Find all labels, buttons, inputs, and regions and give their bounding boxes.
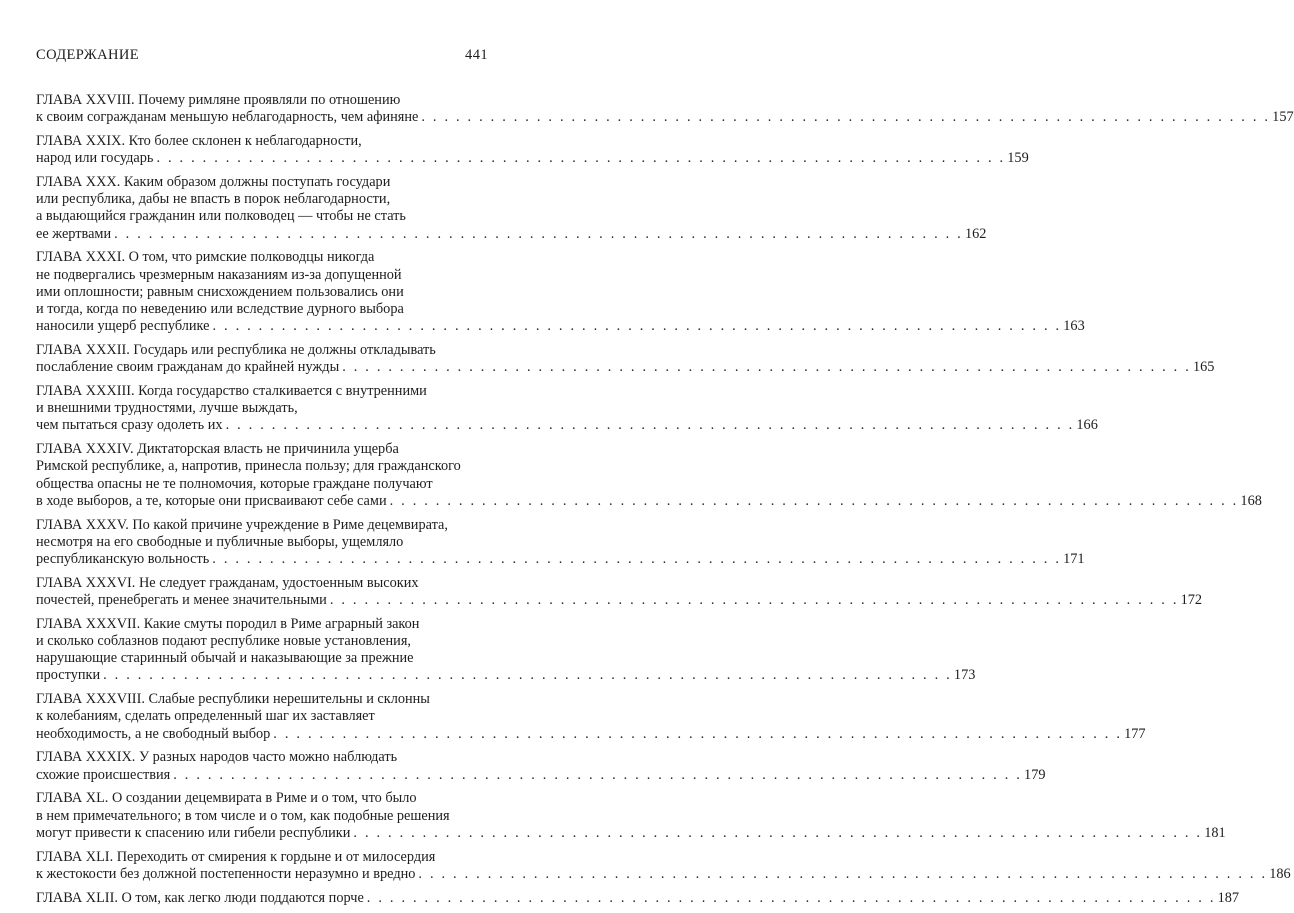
toc-entry-line: в нем примечательного; в том числе и о том, как подобные решения <box>36 807 450 824</box>
toc-entry-line: к колебаниям, сделать определенный шаг их заставляет <box>36 708 375 725</box>
toc-entry-line: не подвергались чрезмерным наказаниям из-за допущенной <box>36 266 402 283</box>
dot-leader: . . . . . . . . . . . . . . . . . . . . . . . . . . . . . . . . . . . . . . . . . . . . . . . . . . . . . . . . . . . . . . . . . . . . . . . . . . <box>273 725 1123 742</box>
toc-entry <box>36 790 1226 842</box>
toc-entry-line: Римской республике, а, напротив, принесла пользу; для гражданского <box>36 458 461 475</box>
toc-entry-line: послабление своим гражданам до крайней нужды <box>36 359 340 376</box>
toc-entry-page-number: 173 <box>953 667 976 684</box>
toc-entry-line: нарушающие старинный обычай и наказывающие за прежние <box>36 650 414 667</box>
dot-leader: . . . . . . . . . . . . . . . . . . . . . . . . . . . . . . . . . . . . . . . . . . . . . . . . . . . . . . . . . . . . . . . . . . . . . . . . . . <box>103 667 952 684</box>
toc-entry-line: в ходе выборов, а те, которые они присваивают себе сами <box>36 492 387 509</box>
toc-entry-page-number: 177 <box>1124 725 1146 742</box>
toc-entry <box>36 691 1146 743</box>
dot-leader: . . . . . . . . . . . . . . . . . . . . . . . . . . . . . . . . . . . . . . . . . . . . . . . . . . . . . . . . . . . . . . . . . . . . . . . . . . <box>342 359 1191 376</box>
toc-entry <box>36 516 1085 569</box>
toc-entry-line: ГЛАВА XXX. Каким образом должны поступать государи <box>36 174 391 190</box>
toc-entry-page-number: 165 <box>1193 359 1215 376</box>
toc-entry-page-number: 181 <box>1204 824 1226 841</box>
toc-entry-line: к своим согражданам меньшую неблагодарность, чем афиняне <box>36 109 419 126</box>
toc-entry-last-line <box>36 551 1085 568</box>
toc-entry-line: ГЛАВА XXXIX. У разных народов часто можно наблюдать <box>36 749 398 766</box>
toc-entry-line: ГЛАВА XXXII. Государь или республика не должны откладывать <box>36 342 436 359</box>
toc-entry-last-line <box>36 889 1240 907</box>
toc-entry-line: необходимость, а не свободный выбор <box>36 725 271 742</box>
toc-entry-line: народ или государь <box>36 150 154 167</box>
dot-leader: . . . . . . . . . . . . . . . . . . . . . . . . . . . . . . . . . . . . . . . . . . . . . . . . . . . . . . . . . . . . . . . . . . . . . . . . . . <box>353 824 1203 841</box>
toc-entry-last-line <box>36 225 987 243</box>
toc-entry-last-line <box>36 109 1294 126</box>
toc-entry <box>36 133 1029 167</box>
toc-entry-line: могут привести к спасению или гибели республики <box>36 824 351 841</box>
dot-leader: . . . . . . . . . . . . . . . . . . . . . . . . . . . . . . . . . . . . . . . . . . . . . . . . . . . . . . . . . . . . . . . . . . . . . . . . . . <box>418 865 1268 882</box>
toc-entry-line: а выдающийся гражданин или полководец — чтобы не стать <box>36 208 406 225</box>
toc-entry-line: ГЛАВА XXXIV. Диктаторская власть не причинила ущерба <box>36 441 399 458</box>
toc-entry-line: почестей, пренебрегать и менее значительными <box>36 592 327 609</box>
toc-entry-line: наносили ущерб республике <box>36 318 210 335</box>
toc-entry-last-line <box>36 150 1029 167</box>
toc-entry-line: общества опасны не те полномочия, которые граждане получают <box>36 475 433 492</box>
toc-entry-line: чем пытаться сразу одолеть их <box>36 417 223 434</box>
toc-entry-last-line <box>36 824 1226 842</box>
toc-entry <box>36 383 1098 435</box>
toc-entry-line: к жестокости без должной постепенности неразумно и вредно <box>36 865 416 882</box>
toc-entry-line: ГЛАВА XXXV. По какой причине учреждение в Риме децемвирата, <box>36 516 448 533</box>
toc-entry-line: или республика, дабы не впасть в порок неблагодарности, <box>36 191 391 208</box>
toc-entry <box>36 615 976 685</box>
toc-entry-line: и сколько соблазнов подают республике новые установления, <box>36 633 411 650</box>
toc-entry <box>36 441 1262 510</box>
toc-entry-line: ГЛАВА XXXIII. Когда государство сталкивается с внутренними <box>36 383 427 400</box>
toc-entry-line: ее жертвами <box>36 225 112 242</box>
dot-leader: . . . . . . . . . . . . . . . . . . . . . . . . . . . . . . . . . . . . . . . . . . . . . . . . . . . . . . . . . . . . . . . . . . . . . . . . . . <box>421 109 1271 126</box>
toc-entry-last-line <box>36 417 1098 434</box>
toc-entry-last-line <box>36 725 1146 743</box>
toc-entry <box>36 889 1240 907</box>
toc-entry-page-number: 162 <box>964 225 987 242</box>
toc-entry-line: ГЛАВА XXXVIII. Слабые республики нерешительны и склонны <box>36 691 430 708</box>
toc-entry-line: и тогда, когда по неведению или вследствие дурного выбора <box>36 301 404 318</box>
toc-entry-page-number: 186 <box>1269 865 1291 882</box>
toc-entry-last-line <box>36 318 1085 335</box>
toc-entry-line: ими оплошности; равным снисхождением пользовались они <box>36 283 404 300</box>
toc-entry <box>36 342 1215 376</box>
toc-entry <box>36 174 987 243</box>
toc-entry-last-line <box>36 592 1203 609</box>
toc-entry-line: ГЛАВА XXIX. Кто более склонен к неблагодарности, <box>36 133 362 149</box>
toc-entry-page-number: 168 <box>1240 492 1262 509</box>
running-head-title: СОДЕРЖАНИЕ <box>36 47 139 63</box>
toc-entry <box>36 749 1046 783</box>
dot-leader: . . . . . . . . . . . . . . . . . . . . . . . . . . . . . . . . . . . . . . . . . . . . . . . . . . . . . . . . . . . . . . . . . . . . . . . . . . <box>366 889 1216 906</box>
toc-entry-line: ГЛАВА XL. О создании децемвирата в Риме и о том, что было <box>36 790 417 807</box>
dot-leader: . . . . . . . . . . . . . . . . . . . . . . . . . . . . . . . . . . . . . . . . . . . . . . . . . . . . . . . . . . . . . . . . . . . . . . . . . . <box>329 592 1179 609</box>
toc-entry-line: и внешними трудностями, лучше выждать, <box>36 400 298 417</box>
toc-entry-last-line <box>36 667 976 684</box>
table-of-contents <box>36 92 1294 913</box>
toc-entry-line: ГЛАВА XXXVII. Какие смуты породил в Риме аграрный закон <box>36 615 420 632</box>
toc-entry-last-line <box>36 766 1046 784</box>
dot-leader: . . . . . . . . . . . . . . . . . . . . . . . . . . . . . . . . . . . . . . . . . . . . . . . . . . . . . . . . . . . . . . . . . . . . . . . . . . <box>212 318 1062 335</box>
toc-entry-page-number: 171 <box>1063 551 1085 568</box>
toc-entry-last-line <box>36 492 1262 510</box>
toc-entry-line: ГЛАВА XXXVI. Не следует гражданам, удостоенным высоких <box>36 574 419 591</box>
running-head <box>36 47 488 64</box>
toc-entry-last-line <box>36 865 1291 883</box>
page-number: 441 <box>465 47 488 63</box>
toc-entry-line: ГЛАВА XXVIII. Почему римляне проявляли по отношению <box>36 92 401 108</box>
dot-leader: . . . . . . . . . . . . . . . . . . . . . . . . . . . . . . . . . . . . . . . . . . . . . . . . . . . . . . . . . . . . . . . . . . . . . . . . . . <box>389 492 1239 509</box>
toc-entry-line: ГЛАВА XLI. Переходить от смирения к гордыне и от милосердия <box>36 848 436 865</box>
toc-entry <box>36 249 1085 335</box>
toc-entry-line: республиканскую вольность <box>36 551 210 568</box>
dot-leader: . . . . . . . . . . . . . . . . . . . . . . . . . . . . . . . . . . . . . . . . . . . . . . . . . . . . . . . . . . . . . . . . . . . . . . . . . . <box>173 766 1023 783</box>
dot-leader: . . . . . . . . . . . . . . . . . . . . . . . . . . . . . . . . . . . . . . . . . . . . . . . . . . . . . . . . . . . . . . . . . . . . . . . . . . <box>212 551 1062 568</box>
dot-leader: . . . . . . . . . . . . . . . . . . . . . . . . . . . . . . . . . . . . . . . . . . . . . . . . . . . . . . . . . . . . . . . . . . . . . . . . . . <box>225 417 1075 434</box>
toc-entry-page-number: 159 <box>1007 150 1029 167</box>
dot-leader: . . . . . . . . . . . . . . . . . . . . . . . . . . . . . . . . . . . . . . . . . . . . . . . . . . . . . . . . . . . . . . . . . . . . . . . . . . <box>114 225 963 242</box>
dot-leader: . . . . . . . . . . . . . . . . . . . . . . . . . . . . . . . . . . . . . . . . . . . . . . . . . . . . . . . . . . . . . . . . . . . . . . . . . . <box>156 150 1006 167</box>
toc-entry-page-number: 166 <box>1076 417 1098 434</box>
toc-entry-page-number: 179 <box>1024 766 1046 783</box>
toc-entry-page-number: 187 <box>1217 889 1240 906</box>
toc-entry-line: проступки <box>36 667 101 684</box>
toc-entry-last-line <box>36 359 1215 376</box>
toc-entry-line: схожие происшествия <box>36 766 171 783</box>
toc-entry <box>36 848 1291 883</box>
toc-entry-line: несмотря на его свободные и публичные выборы, ущемляло <box>36 533 404 550</box>
toc-entry-line: ГЛАВА XLII. О том, как легко люди поддаются порче <box>36 889 364 906</box>
toc-entry <box>36 574 1203 609</box>
toc-entry-line: ГЛАВА XXXI. О том, что римские полководцы никогда <box>36 249 375 266</box>
toc-entry-page-number: 163 <box>1063 318 1085 335</box>
toc-entry <box>36 92 1294 126</box>
toc-entry-page-number: 157 <box>1272 109 1294 126</box>
toc-entry-page-number: 172 <box>1180 592 1203 609</box>
